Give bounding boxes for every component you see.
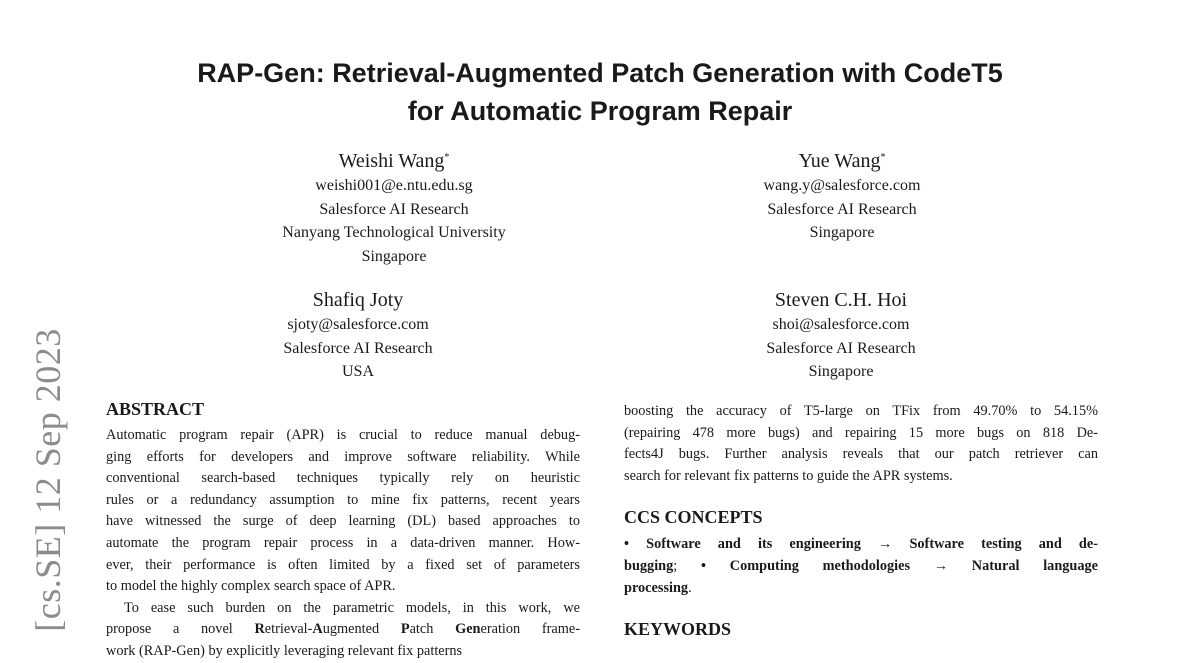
abstract-heading: ABSTRACT	[106, 399, 205, 419]
abstract-line: automate the program repair process in a data-driven manner. How-	[106, 534, 580, 551]
paper-title	[0, 54, 1200, 130]
author-email: wang.y@salesforce.com	[763, 177, 921, 194]
author-affiliation: Nanyang Technological University	[282, 224, 506, 241]
abstract-line: fects4J bugs. Further analysis reveals that our patch retriever can	[624, 446, 1098, 463]
author-affiliation: Singapore	[361, 247, 427, 265]
author-affiliation: Singapore	[808, 363, 874, 380]
author-name: Weishi Wang*	[338, 150, 450, 172]
abstract-line: (repairing 478 more bugs) and repairing 15 more bugs on 818 De-	[624, 424, 1098, 441]
ccs-concepts-heading: CCS CONCEPTS	[624, 507, 763, 528]
paper-title-line-1: RAP-Gen: Retrieval-Augmented Patch Generation with CodeT5	[197, 58, 1003, 88]
author-block-steven-hoi	[621, 287, 1061, 384]
abstract-line: search for relevant fix patterns to guide the APR systems.	[624, 467, 953, 484]
author-affiliation: USA	[341, 363, 374, 380]
arxiv-identifier-stamp: [cs.SE] 12 Sep 2023	[28, 328, 68, 632]
keywords-heading: KEYWORDS	[624, 619, 732, 640]
abstract-continuation	[624, 401, 1098, 487]
paper-title-line-2: for Automatic Program Repair	[407, 96, 793, 126]
author-name: Steven C.H. Hoi	[774, 289, 908, 311]
abstract-line: propose a novel Retrieval-Augmented Patch Generation frame-	[106, 621, 580, 638]
abstract-line: have witnessed the surge of deep learning (DL) based approaches to	[106, 513, 580, 530]
abstract-paragraph-1	[106, 425, 580, 598]
abstract-line: rules or a redundancy assumption to mine fix patterns, recent years	[106, 491, 580, 508]
abstract-line-partial: work (RAP-Gen) by explicitly leveraging relevant fix patterns	[106, 642, 463, 659]
author-email: sjoty@salesforce.com	[287, 316, 429, 333]
author-block-yue-wang	[622, 148, 1062, 245]
author-affiliation: Salesforce AI Research	[283, 339, 433, 357]
author-block-shafiq-joty	[138, 287, 578, 384]
abstract-paragraph-2	[106, 598, 580, 659]
abstract-line: ever, their performance is often limited by a fixed set of parameters	[106, 556, 580, 573]
abstract-line: conventional search-based techniques typically rely on heuristic	[106, 470, 580, 487]
abstract-line: Automatic program repair (APR) is crucial to reduce manual debug-	[106, 427, 580, 443]
author-name: Yue Wang*	[798, 150, 886, 172]
author-affiliation: Salesforce AI Research	[767, 200, 917, 218]
abstract-line: To ease such burden on the parametric models, in this work, we	[124, 599, 580, 616]
right-column	[624, 401, 1098, 641]
author-name: Shafiq Joty	[312, 289, 404, 311]
equal-contribution-mark: *	[444, 152, 450, 163]
author-affiliation: Salesforce AI Research	[319, 200, 469, 218]
abstract-section	[106, 397, 580, 659]
equal-contribution-mark: *	[880, 152, 886, 163]
abstract-line: boosting the accuracy of T5-large on TFix from 49.70% to 54.15%	[624, 403, 1098, 419]
author-affiliation: Salesforce AI Research	[766, 339, 916, 357]
ccs-concepts-text: • Software and its engineering → Software testing and de- bugging; • Computing methodologies → Natural language processing.	[624, 536, 1099, 596]
abstract-line: to model the highly complex search space of APR.	[106, 578, 396, 595]
author-email: weishi001@e.ntu.edu.sg	[315, 177, 473, 194]
author-block-weishi-wang	[174, 148, 614, 268]
author-email: shoi@salesforce.com	[772, 316, 910, 333]
abstract-line: ging efforts for developers and improve software reliability. While	[106, 448, 580, 465]
author-affiliation: Singapore	[809, 224, 875, 241]
